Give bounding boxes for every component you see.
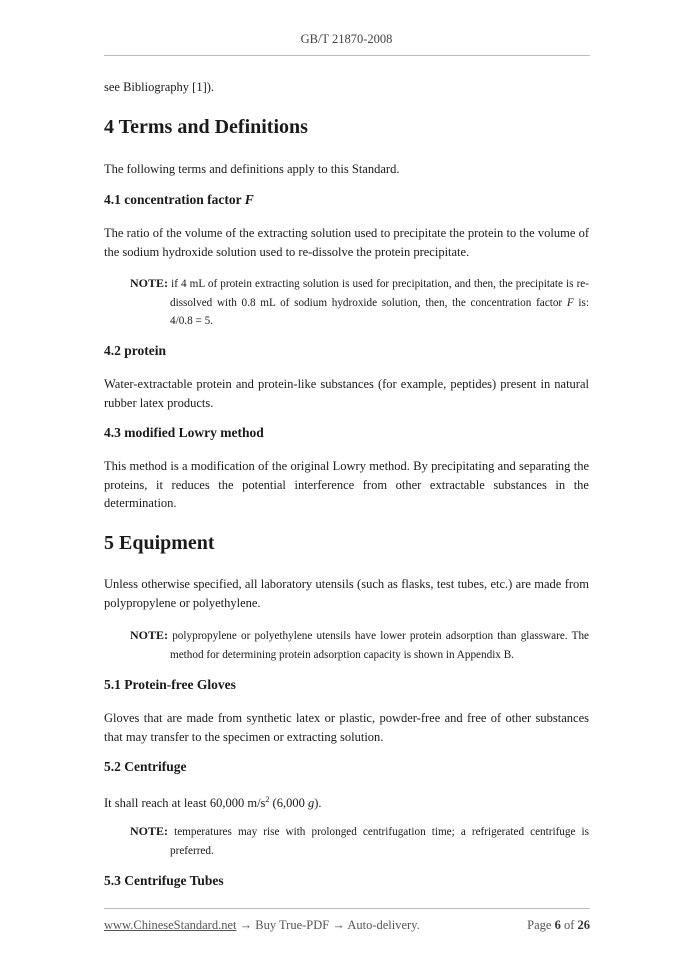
section-5-note — [130, 626, 589, 664]
footer — [104, 918, 590, 933]
term-4-1-heading — [104, 192, 254, 208]
page-indicator — [527, 918, 590, 933]
item-5-1-heading: 5.1 Protein-free Gloves — [104, 677, 236, 692]
note-text-end: is: 4/0.8 = 5. — [170, 296, 589, 328]
page-number: 6 — [554, 918, 561, 932]
intro-tail: see Bibliography [1]). — [104, 80, 215, 94]
term-4-1-note — [130, 274, 589, 331]
note-text: polypropylene or polyethylene utensils have lower protein adsorption than glassware. The method for determining protein adsorption capacity is shown in Appendix B. — [168, 630, 589, 661]
para-text-2: (6,000 — [269, 796, 308, 811]
superscript: 2 — [265, 795, 270, 804]
heading-variable: F — [244, 192, 254, 207]
page-label: Page — [527, 918, 555, 932]
website-link[interactable]: www.ChineseStandard.net — [104, 918, 237, 932]
note-label: NOTE: — [130, 628, 169, 642]
footer-left — [104, 918, 420, 933]
footer-divider — [104, 908, 590, 909]
note-label: NOTE: — [130, 824, 169, 838]
note-text: if 4 mL of protein extracting solution is used for precipitation, and then, the precipitate is re-dissolved with 0.8 mL of sodium hydroxide solution, then, the concentration factor — [168, 278, 589, 309]
section-5-para: Unless otherwise specified, all laboratory utensils (such as flasks, test tubes, etc.) are made from polypropylene or polyethylene. — [104, 577, 589, 610]
section-4-intro: The following terms and definitions apply to this Standard. — [104, 162, 400, 176]
para-text-3: ). — [314, 796, 322, 811]
para-text: It shall reach at least 60,000 m/s — [104, 796, 266, 811]
heading-text: 4.1 concentration factor — [104, 192, 245, 207]
header-divider — [104, 55, 590, 56]
arrow-icon: → — [329, 918, 348, 932]
page-total: 26 — [577, 918, 590, 932]
term-4-1-definition: The ratio of the volume of the extracting solution used to precipitate the protein to the volume of the sodium hydroxide solution used to re-dissolve the protein precipitate. — [104, 226, 589, 259]
note-variable: F — [566, 296, 574, 309]
section-5-title: 5 Equipment — [104, 532, 215, 554]
delivery-text: Auto-delivery. — [347, 918, 420, 932]
item-5-2-heading: 5.2 Centrifuge — [104, 759, 187, 774]
para-variable: g — [307, 796, 315, 811]
item-5-1-para: Gloves that are made from synthetic latex or plastic, powder-free and free of other substances that may transfer to the specimen or extracting solution. — [104, 711, 589, 744]
term-4-2-heading: 4.2 protein — [104, 343, 167, 358]
item-5-3-heading: 5.3 Centrifuge Tubes — [104, 873, 224, 888]
item-5-2-note — [130, 822, 589, 860]
document-id-header: GB/T 21870-2008 — [300, 32, 393, 46]
item-5-2-para — [104, 791, 589, 813]
of-label: of — [560, 918, 578, 932]
term-4-2-definition: Water-extractable protein and protein-like substances (for example, peptides) present in natural rubber latex products. — [104, 377, 589, 410]
section-4-title: 4 Terms and Definitions — [104, 116, 308, 138]
arrow-icon: → — [236, 918, 256, 932]
note-text: temperatures may rise with prolonged centrifugation time; a refrigerated centrifuge is preferred. — [168, 826, 589, 857]
note-label: NOTE: — [130, 276, 169, 290]
buy-text: Buy True-PDF — [255, 918, 330, 932]
term-4-3-definition: This method is a modification of the original Lowry method. By precipitating and separating the proteins, it reduces the potential interference from other extractable substances in the determination. — [104, 459, 589, 511]
term-4-3-heading: 4.3 modified Lowry method — [104, 425, 264, 440]
